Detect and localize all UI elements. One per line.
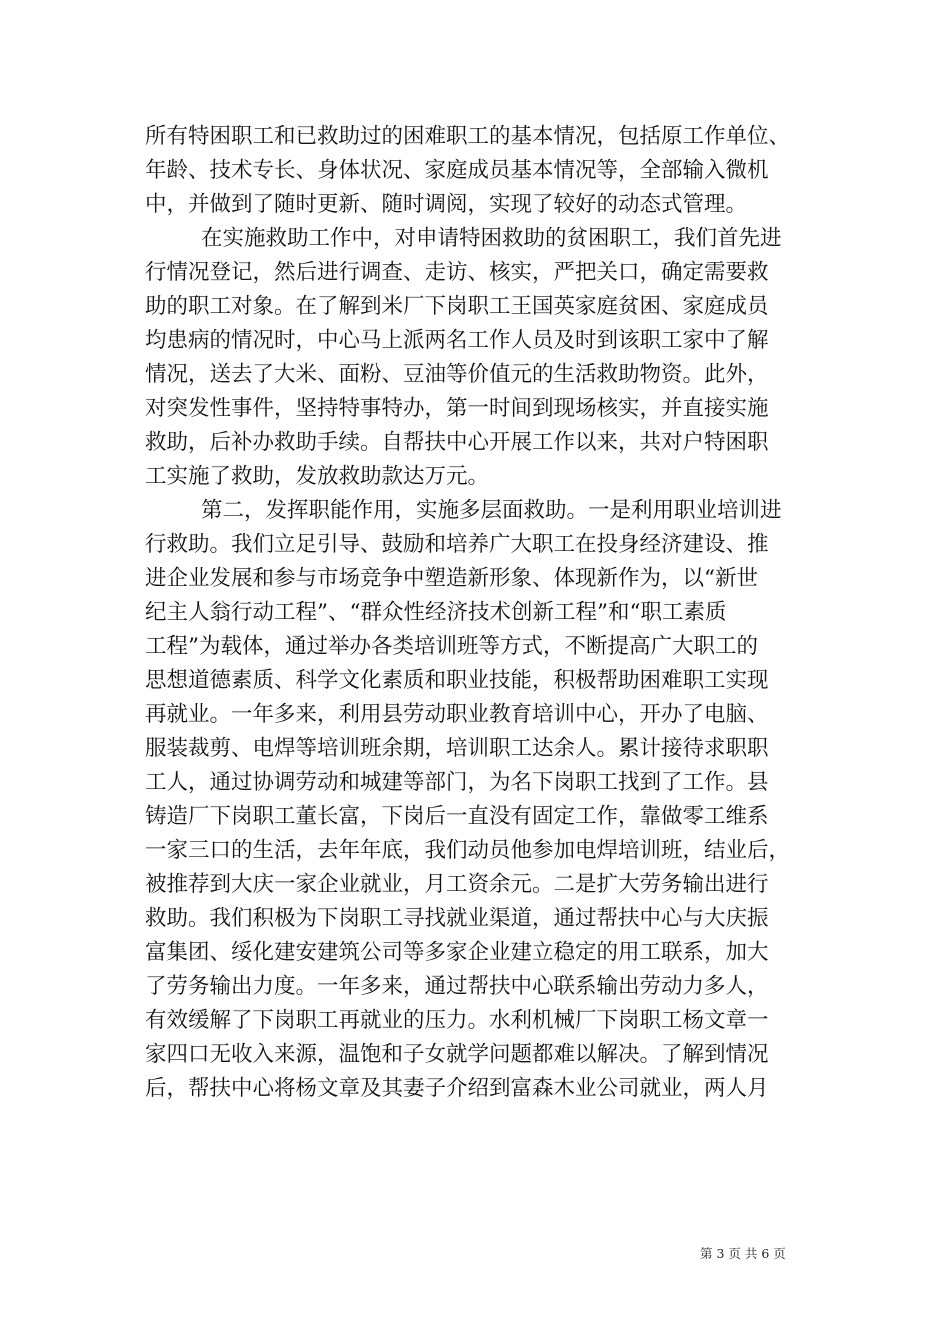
text-line: 救助，后补办救助手续。自帮扶中心开展工作以来，共对户特困职 [145,430,769,455]
text-line: 被推荐到大庆一家企业就业，月工资余元。二是扩大劳务输出进行 [145,872,769,897]
text-line: 均患病的情况时，中心马上派两名工作人员及时到该职工家中了解 [145,328,769,353]
text-line: 工程”为载体，通过举办各类培训班等方式，不断提高广大职工的 [145,634,758,659]
text-line: 行救助。我们立足引导、鼓励和培养广大职工在投身经济建设、推 [145,532,769,557]
text-line: 第二，发挥职能作用，实施多层面救助。一是利用职业培训进 [201,498,782,523]
text-line: 中，并做到了随时更新、随时调阅，实现了较好的动态式管理。 [145,192,748,217]
page-footer [700,1246,786,1262]
text-line: 在实施救助工作中，对申请特困救助的贫困职工，我们首先进 [201,226,782,251]
page-number: 第 3 页 共 6 页 [700,1246,786,1261]
text-line: 后，帮扶中心将杨文章及其妻子介绍到富森木业公司就业，两人月 [145,1076,769,1101]
text-line: 纪主人翁行动工程”、“群众性经济技术创新工程”和“职工素质 [145,600,727,625]
text-line: 情况，送去了大米、面粉、豆油等价值元的生活救助物资。此外， [145,362,769,387]
text-line: 再就业。一年多来，利用县劳动职业教育培训中心，开办了电脑、 [145,702,769,727]
text-line: 进企业发展和参与市场竞争中塑造新形象、体现新作为，以“新世 [145,566,758,591]
text-line: 所有特困职工和已救助过的困难职工的基本情况，包括原工作单位、 [145,124,791,149]
text-line: 铸造厂下岗职工董长富，下岗后一直没有固定工作，靠做零工维系 [145,804,769,829]
text-line: 年龄、技术专长、身体状况、家庭成员基本情况等，全部输入微机 [145,158,769,183]
text-line: 家四口无收入来源，温饱和子女就学问题都难以解决。了解到情况 [145,1042,769,1067]
text-line: 富集团、绥化建安建筑公司等多家企业建立稳定的用工联系，加大 [145,940,769,965]
text-line: 一家三口的生活，去年年底，我们动员他参加电焊培训班，结业后， [145,838,791,863]
text-lines [145,120,811,1106]
text-line: 思想道德素质、科学文化素质和职业技能，积极帮助困难职工实现 [145,668,769,693]
text-line: 有效缓解了下岗职工再就业的压力。水利机械厂下岗职工杨文章一 [145,1008,769,1033]
text-line: 行情况登记，然后进行调查、走访、核实，严把关口，确定需要救 [145,260,769,285]
text-line: 对突发性事件，坚持特事特办，第一时间到现场核实，并直接实施 [145,396,769,421]
text-line: 救助。我们积极为下岗职工寻找就业渠道，通过帮扶中心与大庆振 [145,906,769,931]
text-line: 助的职工对象。在了解到米厂下岗职工王国英家庭贫困、家庭成员 [145,294,769,319]
text-line: 服装裁剪、电焊等培训班余期，培训职工达余人。累计接待求职职 [145,736,769,761]
text-line: 工人，通过协调劳动和城建等部门，为名下岗职工找到了工作。县 [145,770,769,795]
document-body [145,120,811,1106]
text-line: 工实施了救助，发放救助款达万元。 [145,464,490,489]
text-line: 了劳务输出力度。一年多来，通过帮扶中心联系输出劳动力多人， [145,974,769,999]
